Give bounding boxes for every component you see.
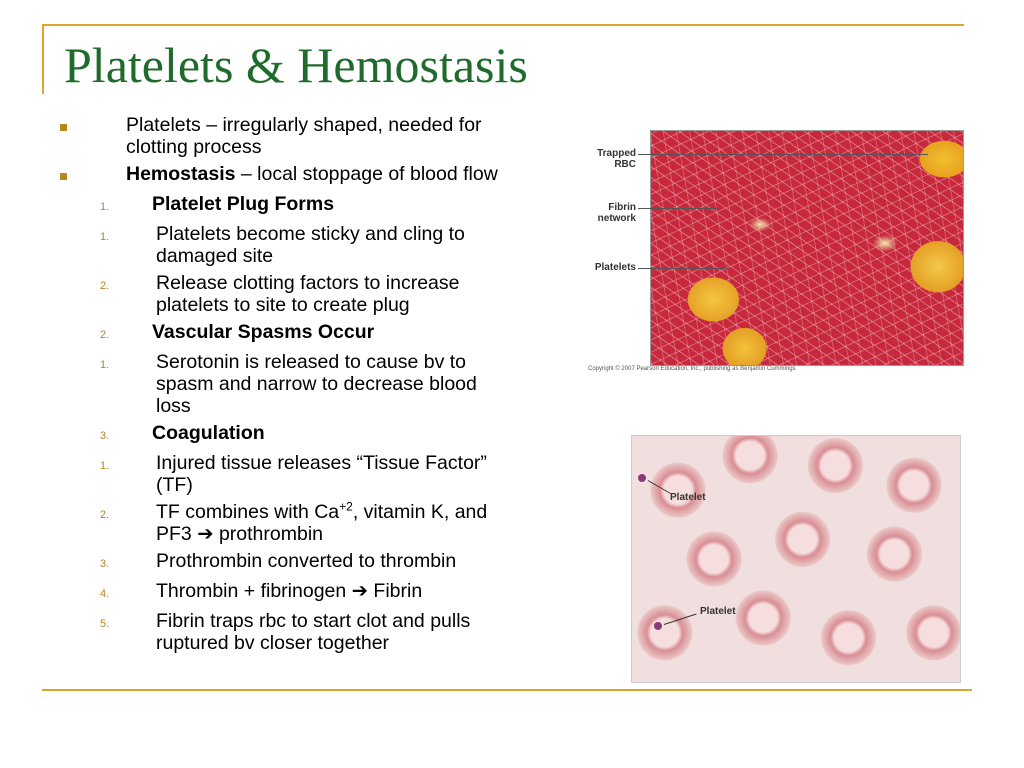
sub-number: 2. bbox=[100, 509, 110, 521]
sub-item bbox=[60, 272, 510, 316]
bullet-text: Hemostasis – local stoppage of blood flow bbox=[126, 163, 498, 185]
bottom-rule bbox=[42, 689, 972, 691]
leader-line bbox=[664, 614, 697, 625]
leader-line bbox=[638, 268, 728, 269]
label-platelets: Platelets bbox=[594, 262, 636, 273]
sub-number: 3. bbox=[100, 558, 110, 570]
sub-item bbox=[60, 580, 510, 605]
figure-copyright: Copyright © 2007 Pearson Education, Inc., publishing as Benjamin Cummings bbox=[588, 366, 796, 372]
sub-text: Platelets become sticky and cling to damaged site bbox=[156, 223, 465, 267]
leader-line bbox=[638, 208, 718, 209]
sub-number: 1. bbox=[100, 231, 110, 243]
sub-number: 2. bbox=[100, 280, 110, 292]
sub-item bbox=[60, 501, 510, 545]
step-coagulation bbox=[60, 422, 510, 447]
left-rule bbox=[42, 24, 44, 94]
step-title: Vascular Spasms Occur bbox=[152, 321, 375, 343]
sub-text: Serotonin is released to cause bv to spasm and narrow to decrease blood loss bbox=[156, 351, 477, 417]
step-number: 1. bbox=[100, 201, 110, 213]
superscript: +2 bbox=[339, 499, 353, 514]
sub-number: 1. bbox=[100, 460, 110, 472]
sub-number: 4. bbox=[100, 588, 110, 600]
label-trapped-rbc: Trapped RBC bbox=[597, 148, 636, 170]
top-rule bbox=[42, 24, 964, 26]
bullet-text: Platelets – irregularly shaped, needed for clotting process bbox=[126, 114, 482, 158]
sub-item bbox=[60, 610, 510, 654]
step-number: 3. bbox=[100, 430, 110, 442]
clot-micrograph-figure bbox=[580, 126, 970, 376]
step-vascular-spasms bbox=[60, 321, 510, 346]
label-platelet-top: Platelet bbox=[670, 492, 706, 503]
clot-micrograph-image bbox=[650, 130, 964, 366]
step-number: 2. bbox=[100, 329, 110, 341]
sub-text: Thrombin + fibrinogen ➔ Fibrin bbox=[156, 580, 423, 602]
sub-item bbox=[60, 550, 510, 575]
sub-text: TF combines with $Ca^{+2}$, vitamin K, and PF3 ➔ prothrombin bbox=[156, 499, 488, 545]
sub-text: Release clotting factors to increase platelets to site to create plug bbox=[156, 272, 460, 316]
step-title: Platelet Plug Forms bbox=[152, 193, 335, 215]
step-title: Coagulation bbox=[152, 422, 265, 444]
sub-text: Injured tissue releases “Tissue Factor” (TF) bbox=[156, 452, 487, 496]
slide-title: Platelets & Hemostasis bbox=[64, 37, 528, 93]
sub-number: 1. bbox=[100, 359, 110, 371]
term-hemostasis: Hemostasis bbox=[126, 163, 236, 185]
sub-item bbox=[60, 351, 510, 417]
square-bullet-icon bbox=[60, 163, 126, 188]
platelet-marker bbox=[638, 474, 646, 482]
blood-smear-figure bbox=[631, 435, 961, 683]
bullet-platelets bbox=[60, 114, 510, 158]
sub-item bbox=[60, 223, 510, 267]
sub-text: Prothrombin converted to thrombin bbox=[156, 550, 457, 572]
step-platelet-plug bbox=[60, 193, 510, 218]
leader-line bbox=[648, 480, 671, 494]
square-bullet-icon bbox=[60, 114, 126, 158]
label-platelet-bottom: Platelet bbox=[700, 606, 736, 617]
sub-number: 5. bbox=[100, 618, 110, 630]
bullet-list bbox=[60, 114, 510, 659]
label-fibrin-network: Fibrin network bbox=[597, 202, 636, 224]
arrow-icon: ➔ bbox=[197, 523, 214, 545]
sub-item bbox=[60, 452, 510, 496]
arrow-icon: ➔ bbox=[351, 580, 368, 602]
sub-text: Fibrin traps rbc to start clot and pulls ruptured bv closer together bbox=[156, 610, 471, 654]
bullet-hemostasis bbox=[60, 163, 510, 188]
leader-line bbox=[638, 154, 928, 155]
platelet-marker bbox=[654, 622, 662, 630]
